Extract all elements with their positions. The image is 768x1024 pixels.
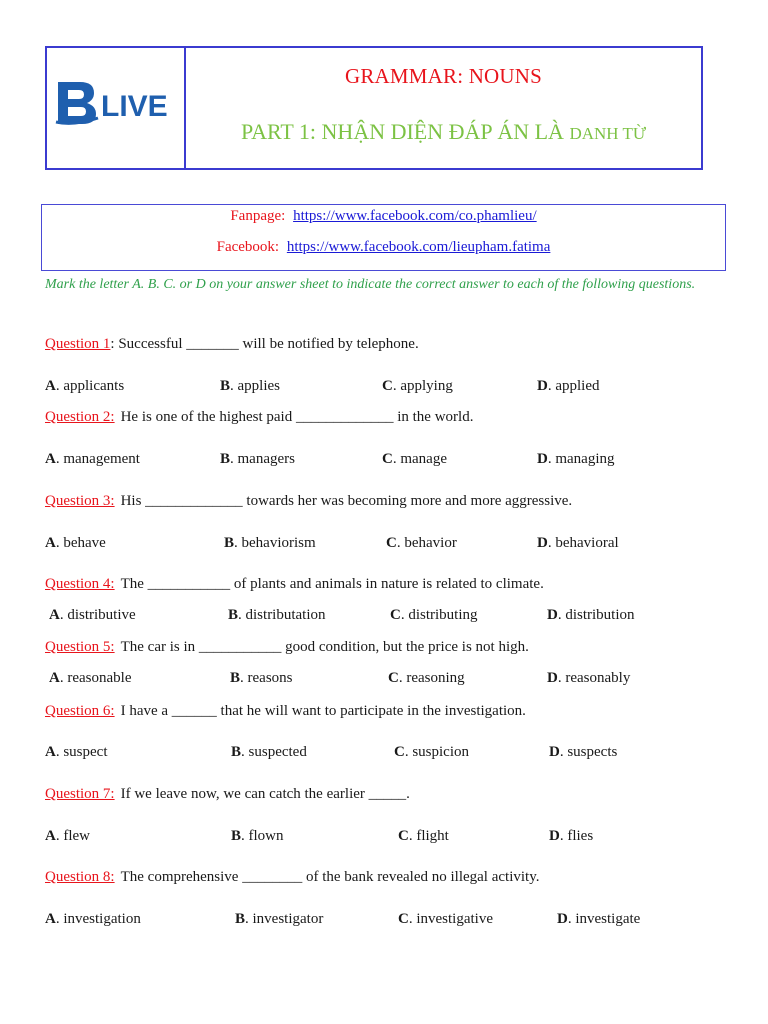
option-letter: C	[382, 378, 393, 394]
option-text: . reasonably	[557, 670, 631, 686]
question-text: The comprehensive ________ of the bank revealed no illegal activity.	[120, 869, 540, 885]
option-text: . investigative	[408, 911, 493, 927]
option-text: . investigation	[55, 911, 141, 927]
question-label: Question 7:	[45, 786, 115, 802]
facebook-link[interactable]: https://www.facebook.com/lieupham.fatima	[286, 239, 551, 255]
option-d[interactable]	[557, 911, 640, 928]
facebook-label: Facebook:	[216, 239, 280, 255]
question-7	[45, 786, 410, 803]
option-text: . management	[55, 451, 140, 467]
question-text: : Successful _______ will be notified by telephone.	[110, 336, 419, 352]
option-letter: D	[549, 744, 560, 760]
option-a[interactable]	[45, 744, 108, 761]
question-text: The ___________ of plants and animals in nature is related to climate.	[120, 576, 544, 592]
option-text: . investigate	[567, 911, 641, 927]
option-b[interactable]	[224, 535, 316, 552]
option-text: . suspicion	[404, 744, 470, 760]
facebook-line	[42, 239, 725, 256]
option-letter: A	[49, 607, 60, 623]
option-a[interactable]	[45, 535, 106, 552]
option-text: . distributing	[400, 607, 478, 623]
option-letter: B	[228, 607, 239, 623]
question-label: Question 4:	[45, 576, 115, 592]
option-d[interactable]	[547, 607, 635, 624]
question-label: Question 5:	[45, 639, 115, 655]
question-5	[45, 639, 529, 656]
question-label: Question 3:	[45, 493, 115, 509]
question-1	[45, 336, 419, 353]
option-text: . distribution	[557, 607, 635, 623]
option-b[interactable]	[228, 607, 326, 624]
option-letter: A	[45, 828, 56, 844]
option-b[interactable]	[220, 451, 295, 468]
option-a[interactable]	[45, 911, 141, 928]
option-d[interactable]	[537, 451, 615, 468]
option-letter: B	[224, 535, 235, 551]
option-text: . suspect	[55, 744, 108, 760]
option-letter: D	[557, 911, 568, 927]
subtitle-main: PART 1: NHẬN DIỆN ĐÁP ÁN LÀ	[240, 119, 564, 144]
option-b[interactable]	[231, 828, 284, 845]
option-text: . reasoning	[398, 670, 465, 686]
option-c[interactable]	[394, 744, 469, 761]
option-text: . flown	[241, 828, 284, 844]
fanpage-link[interactable]: https://www.facebook.com/co.phamlieu/	[293, 208, 537, 224]
option-letter: D	[537, 451, 548, 467]
option-letter: D	[547, 670, 558, 686]
question-text: I have a ______ that he will want to participate in the investigation.	[120, 703, 526, 719]
option-letter: A	[45, 451, 56, 467]
option-text: . applicants	[55, 378, 125, 394]
option-b[interactable]	[230, 670, 293, 687]
option-letter: C	[390, 607, 401, 623]
question-text: If we leave now, we can catch the earlier _____.	[120, 786, 410, 802]
question-4	[45, 576, 544, 593]
option-a[interactable]	[45, 451, 140, 468]
option-text: . managing	[547, 451, 615, 467]
option-letter: C	[394, 744, 405, 760]
option-letter: B	[235, 911, 246, 927]
option-letter: A	[45, 744, 56, 760]
question-text: The car is in ___________ good condition, but the price is not high.	[120, 639, 529, 655]
option-letter: C	[388, 670, 399, 686]
option-text: . flight	[408, 828, 449, 844]
option-d[interactable]	[549, 744, 617, 761]
option-text: . applied	[547, 378, 600, 394]
option-a[interactable]	[49, 670, 131, 687]
option-letter: B	[231, 828, 242, 844]
option-letter: A	[45, 911, 56, 927]
option-text: . behavioral	[547, 535, 619, 551]
option-text: . suspects	[559, 744, 618, 760]
option-c[interactable]	[388, 670, 465, 687]
question-6	[45, 703, 526, 720]
option-letter: D	[547, 607, 558, 623]
option-d[interactable]	[549, 828, 593, 845]
option-text: . behave	[55, 535, 106, 551]
header-box	[45, 46, 703, 170]
option-letter: C	[386, 535, 397, 551]
option-letter: A	[49, 670, 60, 686]
fanpage-line	[42, 208, 725, 225]
option-text: . suspected	[241, 744, 307, 760]
option-text: . distributation	[238, 607, 326, 623]
page-title: GRAMMAR: NOUNS	[344, 64, 543, 88]
option-text: . behaviorism	[234, 535, 316, 551]
option-letter: A	[45, 535, 56, 551]
option-letter: D	[537, 535, 548, 551]
option-letter: C	[382, 451, 393, 467]
option-text: . flies	[559, 828, 594, 844]
option-a[interactable]	[45, 378, 124, 395]
option-a[interactable]	[49, 607, 136, 624]
question-8	[45, 869, 539, 886]
option-text: . applying	[392, 378, 453, 394]
question-text: His _____________ towards her was becoming more and more aggressive.	[120, 493, 573, 509]
question-text: He is one of the highest paid _____________ in the world.	[120, 409, 474, 425]
option-letter: C	[398, 911, 409, 927]
contact-box	[41, 204, 726, 271]
option-text: . applies	[230, 378, 281, 394]
option-letter: B	[230, 670, 241, 686]
question-2	[45, 409, 473, 426]
option-letter: D	[537, 378, 548, 394]
option-c[interactable]	[398, 828, 449, 845]
option-text: . manage	[392, 451, 447, 467]
question-3	[45, 493, 572, 510]
question-label: Question 2:	[45, 409, 115, 425]
subtitle-small: DANH TỪ	[569, 124, 647, 143]
option-text: . reasonable	[59, 670, 132, 686]
option-c[interactable]	[398, 911, 493, 928]
option-b[interactable]	[220, 378, 280, 395]
option-c[interactable]	[386, 535, 457, 552]
option-d[interactable]	[547, 670, 630, 687]
blive-logo	[54, 78, 178, 128]
option-text: . managers	[230, 451, 295, 467]
option-c[interactable]	[382, 378, 453, 395]
question-label: Question 8:	[45, 869, 115, 885]
option-a[interactable]	[45, 828, 90, 845]
option-text: . investigator	[245, 911, 324, 927]
option-letter: C	[398, 828, 409, 844]
question-label: Question 1	[45, 336, 111, 352]
question-label: Question 6:	[45, 703, 115, 719]
option-b[interactable]	[231, 744, 307, 761]
option-letter: B	[231, 744, 242, 760]
option-letter: B	[220, 451, 231, 467]
option-text: . flew	[55, 828, 90, 844]
option-letter: D	[549, 828, 560, 844]
option-text: . distributive	[59, 607, 136, 623]
page-subtitle	[186, 119, 701, 145]
option-c[interactable]	[390, 607, 478, 624]
option-d[interactable]	[537, 535, 619, 552]
fanpage-label: Fanpage:	[230, 208, 286, 224]
option-c[interactable]	[382, 451, 447, 468]
option-letter: A	[45, 378, 56, 394]
option-letter: B	[220, 378, 231, 394]
instruction-text: Mark the letter A. B. C. or D on your answer sheet to indicate the correct answer to each of the following questions.	[45, 277, 696, 292]
option-d[interactable]	[537, 378, 600, 395]
option-text: . reasons	[240, 670, 293, 686]
option-b[interactable]	[235, 911, 323, 928]
logo-text: LIVE	[101, 90, 168, 123]
option-text: . behavior	[396, 535, 457, 551]
